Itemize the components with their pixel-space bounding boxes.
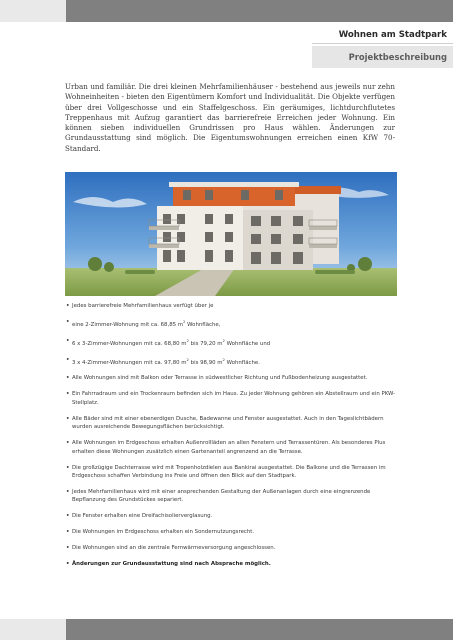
- penthouse-roof: [169, 182, 299, 187]
- bullet-dot: •: [66, 464, 70, 471]
- top-band-light-segment: [0, 0, 66, 22]
- bullet-dot: •: [66, 545, 70, 552]
- feature-item: • Alle Wohnungen sind mit Balkon oder Terrasse in südwestlicher Richtung und Fußbodenheizung ausgestattet.: [66, 375, 368, 382]
- bullet-dot: •: [66, 513, 70, 520]
- bottom-band-dark-segment: [66, 619, 453, 640]
- feature-list: [66, 302, 396, 576]
- feature-item: • Die großzügige Dachterrasse wird mit Tropenholzdielen aus Bankirai ausgestattet. Die Balkone und die Terrassen im Erdgeschoss schaffen Verbindung ins Freie und öffnen den Blick auf den Stadtpark.: [66, 464, 386, 480]
- bullet-dot: •: [66, 440, 70, 447]
- page-title: Wohnen am Stadtpark: [312, 26, 453, 44]
- intro-paragraph: Urban und familiär. Die drei kleinen Mehrfamilienhäuser - bestehend aus jeweils nur zehn Wohneinheiten - bieten den Eigentümern Komfort und Individualität. Die Objekte verfügen über drei Vollgeschosse und ein Staffelgeschoss. Ein geräumiges, lichtdurchflutetes Treppenhaus mit Aufzug garantiert das barrierefreie Erreichen jeder Wohnung. Ein können sieben individuellen Grundrissen pro Haus wählen. Änderungen zur Grundausstattung sind möglich. Die Eigentumswohnungen erreichen einen KfW 70-Standard.: [65, 82, 395, 153]
- bullet-dot: •: [66, 529, 70, 536]
- top-decor-band: [0, 0, 453, 22]
- feature-item: • Ein Fahrradraum und ein Trockenraum befinden sich im Haus. Zu jeder Wohnung gehören ein Abstellraum und ein PKW-Stellplatz.: [66, 391, 396, 406]
- bullet-dot: •: [66, 319, 70, 325]
- page-header: [312, 26, 453, 68]
- bullet-dot: •: [66, 337, 70, 344]
- page-subtitle: Projektbeschreibung: [312, 46, 453, 68]
- feature-item: • 6 x 3-Zimmer-Wohnungen mit ca. 68,80 $m^2$ bis 79,20 $m^2$ Wohnfläche und: [66, 337, 271, 347]
- bullet-dot: •: [66, 391, 70, 398]
- bullet-dot: •: [66, 561, 70, 568]
- bottom-decor-band: [0, 619, 453, 640]
- feature-item: • Jedes barrierefreie Mehrfamilienhaus verfügt über je: [66, 303, 214, 309]
- feature-item: • Alle Wohnungen im Erdgeschoss erhalten Außenrollläden an allen Fenstern und Terrassentüren. Als besonderes Plus erhalten diese Wohnungen zusätzlich einen Gartenanteil angrenzend an die Terrasse.: [66, 440, 386, 455]
- bottom-band-light-segment: [0, 619, 66, 640]
- feature-item: • 3 x 4-Zimmer-Wohnungen mit ca. 97,80 $m^2$ bis 98,90 $m^2$ Wohnfläche.: [66, 356, 260, 366]
- feature-item: • eine 2-Zimmer-Wohnung mit ca. 68,85 $m^2$ Wohnfläche,: [66, 319, 221, 328]
- bullet-dot: •: [66, 356, 70, 363]
- feature-item: • Die Wohnungen sind an die zentrale Fernwärmeversorgung angeschlossen.: [66, 545, 276, 552]
- feature-item: • Die Wohnungen im Erdgeschoss erhalten ein Sondernutzungsrecht.: [66, 529, 255, 536]
- bullet-dot: •: [66, 415, 70, 422]
- bullet-dot: •: [66, 303, 70, 309]
- building-render-image: [65, 172, 397, 296]
- bullet-dot: •: [66, 489, 70, 496]
- feature-item: • Jedes Mehrfamilienhaus wird mit einer ansprechenden Gestaltung der Außenanlagen durch eine eingrenzende Bepflanzung des Grundstückes separiert.: [66, 489, 371, 504]
- bullet-dot: •: [66, 375, 70, 382]
- feature-item-highlight: • Änderungen zur Grundausstattung sind nach Absprache möglich.: [66, 561, 271, 568]
- feature-item: • Alle Bäder sind mit einer ebenerdigen Dusche, Badewanne und Fenster ausgestattet. Auch in den Tageslichtbädern wurden ausreichende Bewegungsflächen berücksichtigt.: [66, 415, 384, 431]
- feature-item: • Die Fenster erhalten eine Dreifachisolierverglasung.: [66, 513, 213, 520]
- top-band-dark-segment: [66, 0, 453, 22]
